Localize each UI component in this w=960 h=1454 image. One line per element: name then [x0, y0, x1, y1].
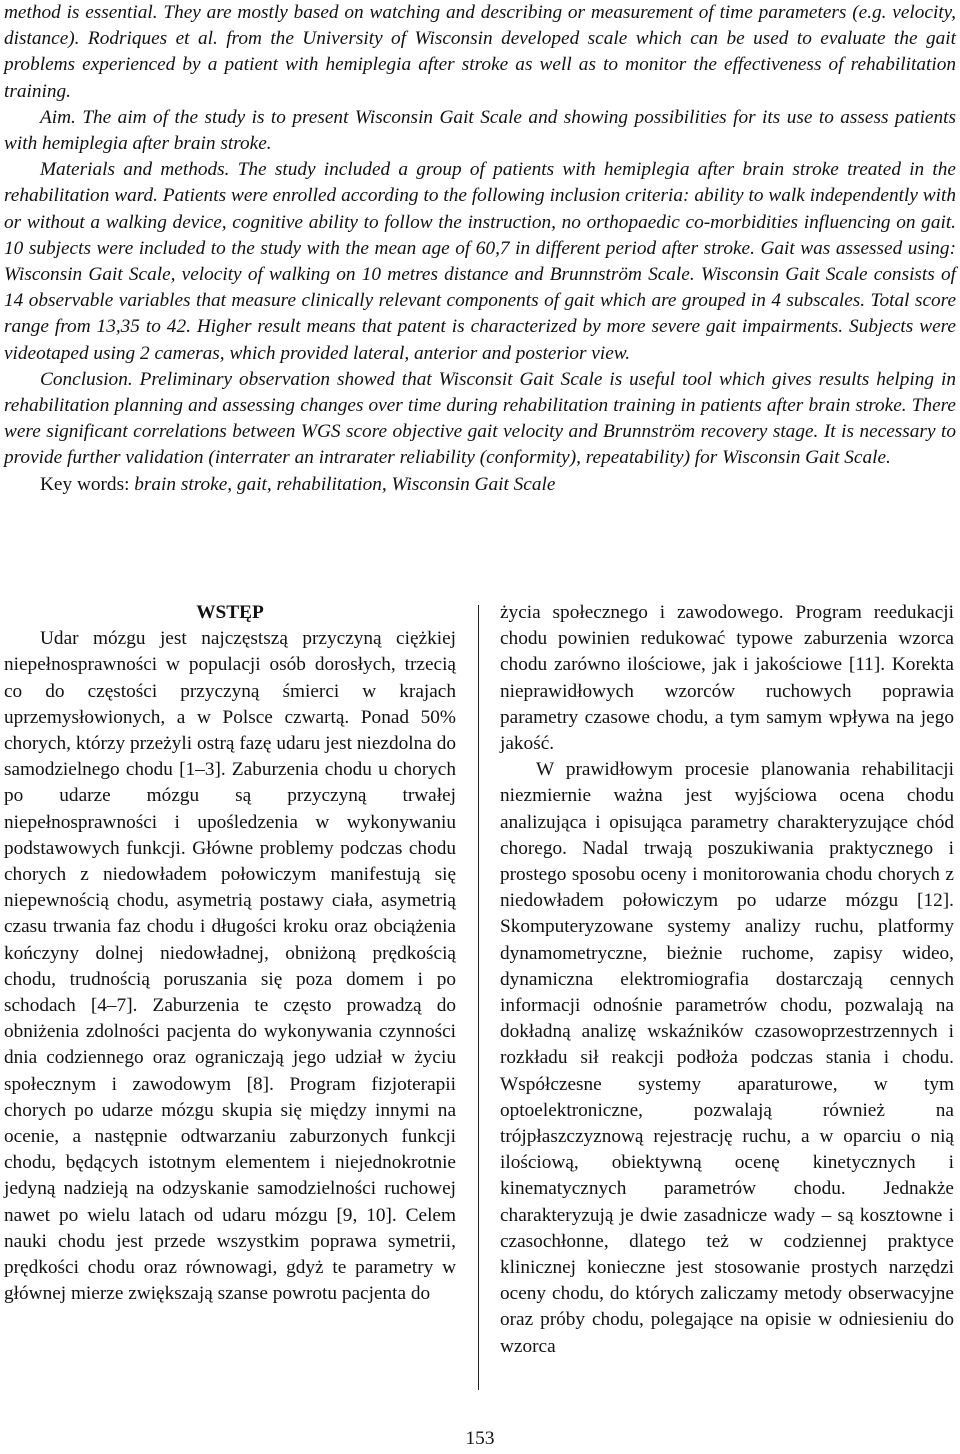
- left-column: [4, 600, 456, 1307]
- abstract-methods-paragraph: Materials and methods. The study included a group of patients with hemiplegia after brain stroke treated in the rehabilitation ward. Patients were enrolled according to the following inclusion criteria: ability to walk independently with or without a walking device, cognitive ability to follow the instruction, no orthopaedic co-morbidities influencing on gait. 10 subjects were included to the study with the mean age of 60,7 in different period after stroke. Gait was assessed using: Wisconsin Gait Scale, velocity of walking on 10 metres distance and Brunnström Scale. Wisconsin Gait Scale consists of 14 observable variables that measure clinically relevant components of gait which are grouped in 4 subscales. Total score range from 13,35 to 42. Higher result means that patent is characterized by more severe gait impairments. Subjects were videotaped using 2 cameras, which provided lateral, anterior and posterior view.: [4, 159, 956, 364]
- abstract-conclusion-paragraph: Conclusion. Preliminary observation showed that Wisconsit Gait Scale is useful tool which gives results helping in rehabilitation planning and assessing changes over time during rehabilitation training in patients after brain stroke. There were significant correlations between WGS score objective gait velocity and Brunnström recovery stage. It is necessary to provide further validation (interrater an intrarater reliability (conformity), repeatability) for Wisconsin Gait Scale.: [4, 368, 956, 469]
- right-column-paragraph-2: W prawidłowym procesie planowania rehabilitacji niezmiernie ważna jest wyjściowa ocena chodu analizująca i opisująca parametry charakteryzujące chód chorego. Nadal trwają poszukiwania praktycznego i prostego sposobu oceny i monitorowania chodu chorych z niedowładem połowiczym po udarze mózgu [12]. Skomputeryzowane systemy analizy ruchu, platformy dynamometryczne, bieżnie ruchome, zapisy wideo, dynamiczna elektromiografia dostarczają cennych informacji odnośnie parametrów chodu, pozwalają na dokładną analizę wskaźników czasowoprzestrzennych i rozkładu sił reakcji podłoża podczas stania i chodu. Współczesne systemy aparaturowe, w tym optoelektroniczne, pozwalają również na trójpłaszczyznową rejestrację ruchu, a w oparciu o nią ilościową, obiektywną ocenę kinetycznych i kinematycznych parametrów chodu. Jednakże charakteryzują je dwie zasadnicze wady – są kosztowne i czasochłonne, dlatego też w codziennej praktyce klinicznej konieczne jest stosowanie prostych narzędzi oceny chodu, do których zaliczamy metody obserwacyjne oraz próby chodu, polegające na opisie w odniesieniu do wzorca: [500, 759, 954, 1357]
- keywords-line: [4, 472, 956, 498]
- left-column-paragraph: Udar mózgu jest najczęstszą przyczyną ciężkiej niepełnosprawności w populacji osób dorosłych, trzecią co do częstości przyczyną śmierci w krajach uprzemysłowionych, a w Polsce czwartą. Ponad 50% chorych, którzy przeżyli ostrą fazę udaru jest niezdolna do samodzielnego chodu [1–3]. Zaburzenia chodu u chorych po udarze mózgu są przyczyną trwałej niepełnosprawności i upośledzenia w wykonywaniu podstawowych funkcji. Główne problemy podczas chodu chorych z niedowładem połowiczym manifestują się niepewnością chodu, asymetrią postawy ciała, asymetrią czasu trwania faz chodu i długości kroku oraz obciążenia kończyny dolnej niedowładnej, obniżoną prędkością chodu, trudnością poruszania się poza domem i po schodach [4–7]. Zaburzenia te często prowadzą do obniżenia zdolności pacjenta do wykonywania czynności dnia codziennego oraz ograniczają jego udział w życiu społecznym i zawodowym [8]. Program fizjoterapii chorych po udarze mózgu skupia się między innymi na ocenie, a następnie odtwarzaniu zaburzonych funkcji chodu, będących istotnym elementem i niejednokrotnie jedyną nadzieją na odzyskanie samodzielności ruchowej nawet po wielu latach od udaru mózgu [9, 10]. Celem nauki chodu jest przede wszystkim poprawa symetrii, prędkości chodu oraz równowagi, gdyż te parametry w głównej mierze zwiększają szanse powrotu pacjenta do: [4, 628, 456, 1305]
- abstract-intro-paragraph: method is essential. They are mostly based on watching and describing or measurement of time parameters (e.g. velocity, distance). Rodriques et al. from the University of Wisconsin developed scale which can be used to evaluate the gait problems experienced by a patient with hemiplegia after stroke as well as to monitor the effectiveness of rehabilitation training.: [4, 2, 956, 102]
- keywords-list: brain stroke, gait, rehabilitation, Wisconsin Gait Scale: [134, 473, 556, 495]
- keywords-label: Key words:: [40, 473, 130, 495]
- page-number: 153: [465, 1428, 495, 1449]
- section-heading: WSTĘP: [196, 602, 264, 623]
- abstract-aim-paragraph: Aim. The aim of the study is to present Wisconsin Gait Scale and showing possibilities for its use to assess patients with hemiplegia after brain stroke.: [4, 106, 956, 155]
- right-column-paragraph-1: życia społecznego i zawodowego. Program reedukacji chodu powinien redukować typowe zaburzenia wzorca chodu zarówno ilościowe, jak i jakościowe [11]. Korekta nieprawidłowych wzorców ruchowych poprawia parametry czasowe chodu, a tym samym wpływa na jego jakość.: [500, 602, 954, 755]
- abstract-section: [4, 0, 956, 498]
- column-divider: [478, 605, 479, 1390]
- right-column: [500, 600, 954, 1360]
